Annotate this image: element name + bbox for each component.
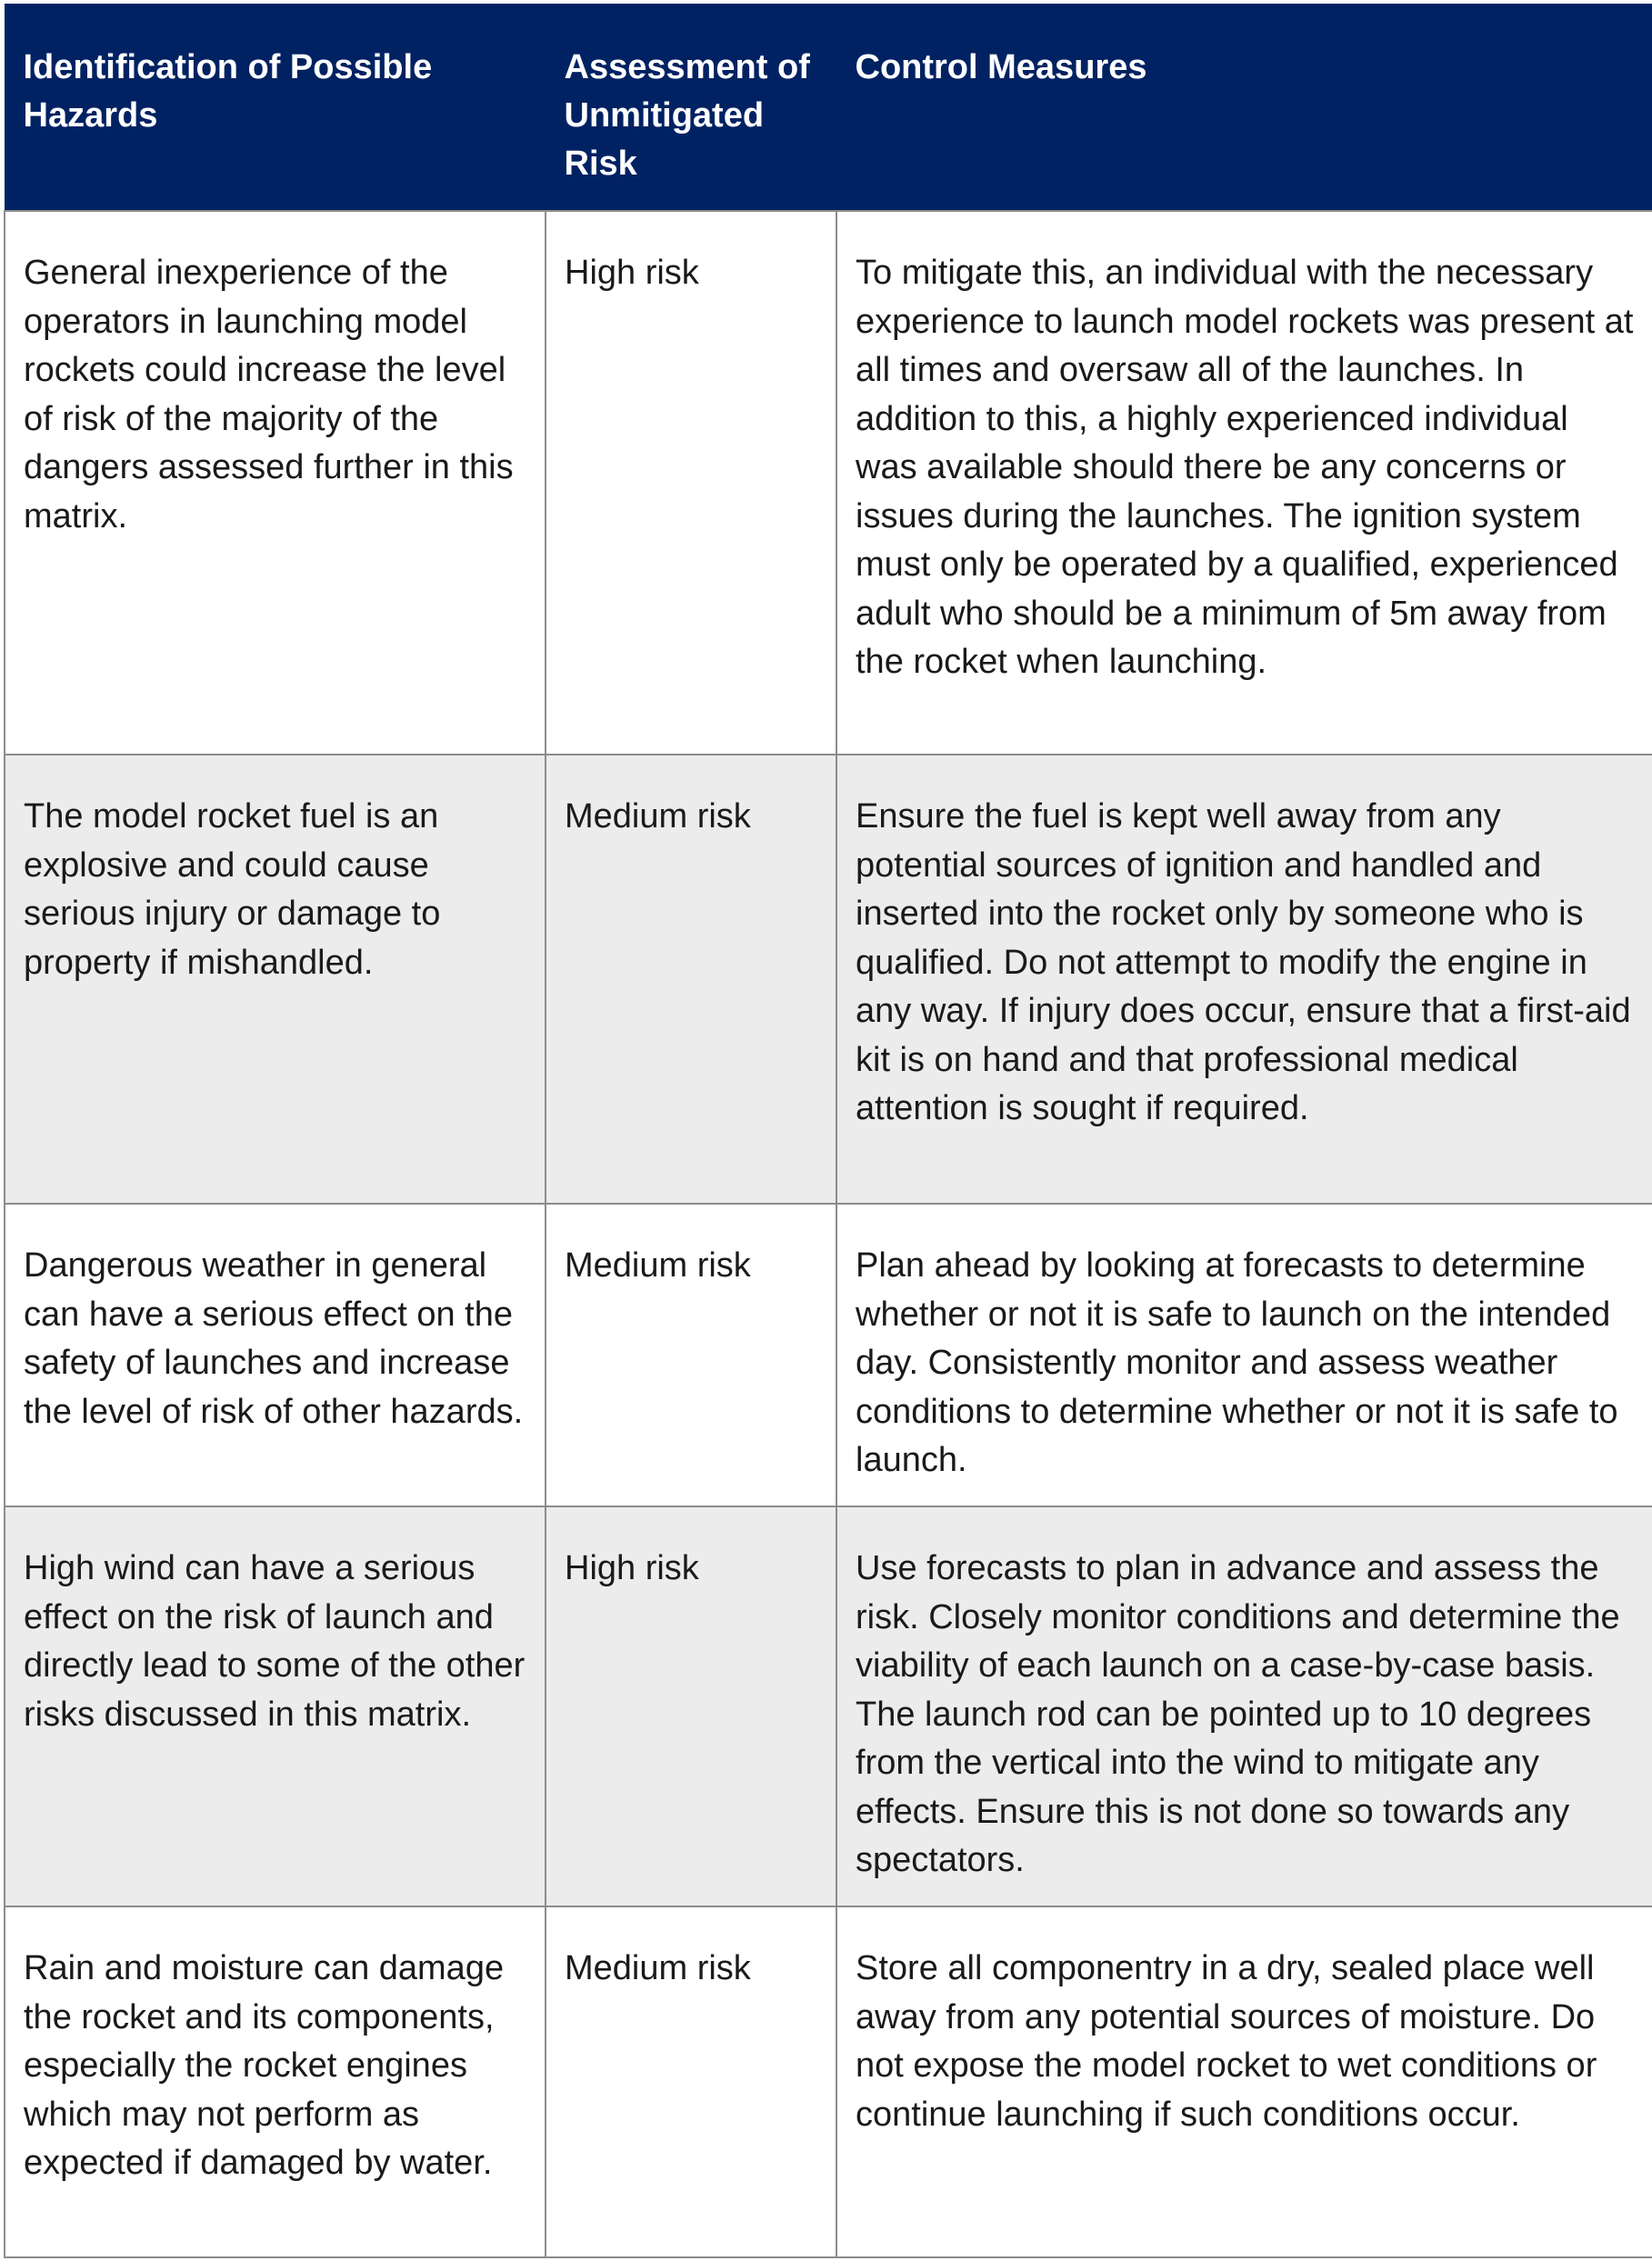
hazard-cell: General inexperience of the operators in launching model rockets could increase the level of risk of the majority of the dangers assessed further in this matrix. <box>5 211 546 755</box>
hazard-cell: The model rocket fuel is an explosive and could cause serious injury or damage to property if mishandled. <box>5 755 546 1204</box>
control-measures-cell: Use forecasts to plan in advance and assess the risk. Closely monitor conditions and determine the viability of each launch on a case-by-case basis. The launch rod can be pointed up to 10 degrees from the vertical into the wind to mitigate any effects. Ensure this is not done so towards any spectators. <box>836 1506 1652 1906</box>
table-row <box>5 1204 1652 1506</box>
control-measures-cell: Plan ahead by looking at forecasts to determine whether or not it is safe to launch on the intended day. Consistently monitor and assess weather conditions to determine whether or not it is safe to launch. <box>836 1204 1652 1506</box>
risk-cell: Medium risk <box>546 1204 836 1506</box>
control-measures-cell: Ensure the fuel is kept well away from any potential sources of ignition and handled and inserted into the rocket only by someone who is qualified. Do not attempt to modify the engine in any way. If injury does occur, ensure that a first-aid kit is on hand and that professional medical attention is sought if required. <box>836 755 1652 1204</box>
table-header-row <box>5 4 1652 211</box>
risk-assessment-table <box>4 4 1652 2258</box>
table-row <box>5 211 1652 755</box>
risk-cell: Medium risk <box>546 755 836 1204</box>
control-measures-cell: To mitigate this, an individual with the necessary experience to launch model rockets was present at all times and oversaw all of the launches. In addition to this, a highly experienced individual was available should there be any concerns or issues during the launches. The ignition system must only be operated by a qualified, experienced adult who should be a minimum of 5m away from the rocket when launching. <box>836 211 1652 755</box>
table-row <box>5 1906 1652 2257</box>
risk-assessment-page <box>4 4 1652 2258</box>
column-header-hazards: Identification of Possible Hazards <box>5 4 546 211</box>
column-header-control-measures: Control Measures <box>836 4 1652 211</box>
hazard-cell: Dangerous weather in general can have a serious effect on the safety of launches and increase the level of risk of other hazards. <box>5 1204 546 1506</box>
table-row <box>5 1506 1652 1906</box>
risk-cell: High risk <box>546 211 836 755</box>
table-row <box>5 755 1652 1204</box>
risk-cell: High risk <box>546 1506 836 1906</box>
hazard-cell: Rain and moisture can damage the rocket and its components, especially the rocket engines which may not perform as expected if damaged by water. <box>5 1906 546 2257</box>
control-measures-cell: Store all componentry in a dry, sealed place well away from any potential sources of moisture. Do not expose the model rocket to wet conditions or continue launching if such conditions occur. <box>836 1906 1652 2257</box>
risk-cell: Medium risk <box>546 1906 836 2257</box>
column-header-risk: Assessment of Unmitigated Risk <box>546 4 836 211</box>
hazard-cell: High wind can have a serious effect on the risk of launch and directly lead to some of the other risks discussed in this matrix. <box>5 1506 546 1906</box>
